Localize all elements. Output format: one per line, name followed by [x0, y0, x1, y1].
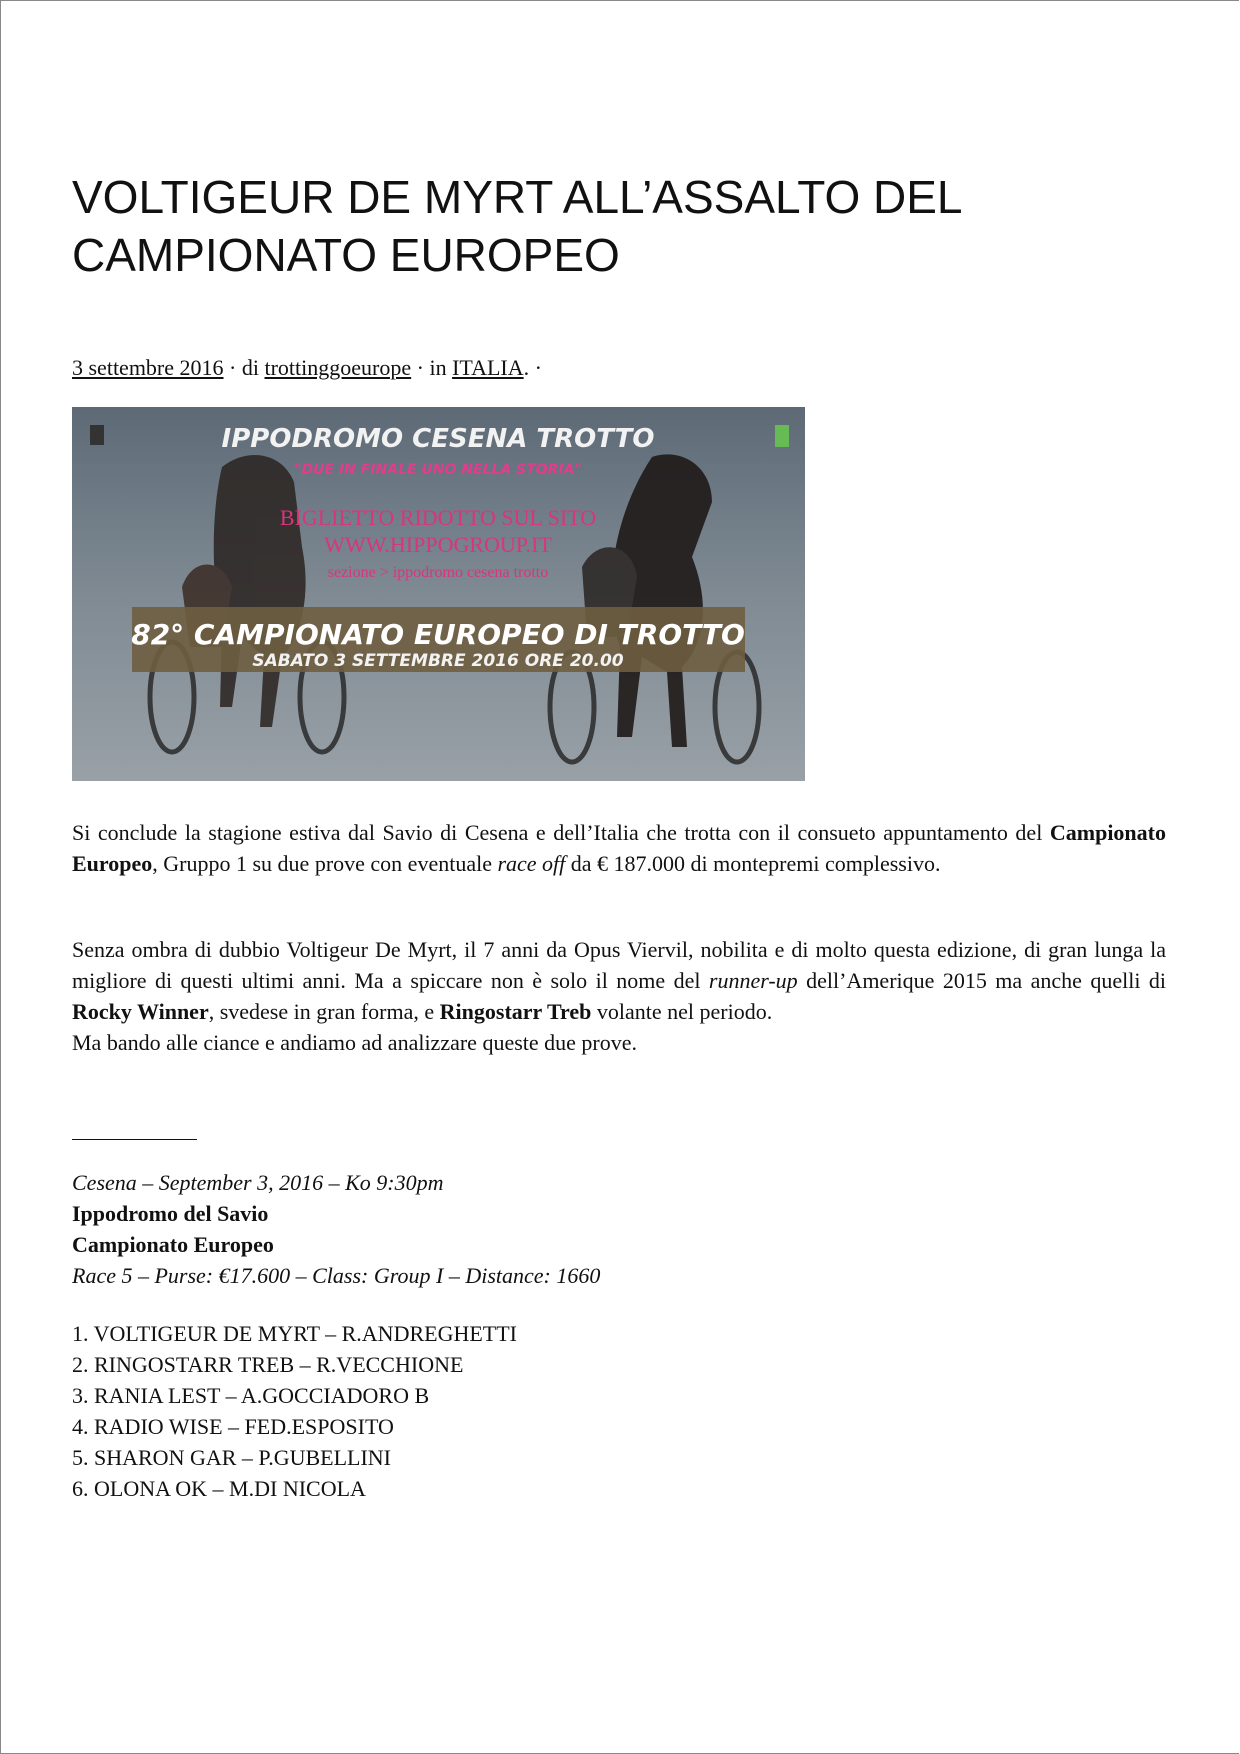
meta-separator: · di: [223, 355, 265, 380]
left-logo-icon: [90, 425, 104, 445]
paragraph-intro: Si conclude la stagione estiva dal Savio di Cesena e dell’Italia che trotta con il consueto appuntamento del Campionato Europeo, Gruppo 1 su due prove con eventuale race off da € 187.000 di montepremi complessivo.: [72, 820, 1166, 876]
hero-line1: IPPODROMO CESENA TROTTO: [221, 424, 655, 454]
hero-line4: WWW.HIPPOGROUP.IT: [324, 532, 552, 557]
result-item: 3. RANIA LEST – A.GOCCIADORO B: [72, 1383, 430, 1408]
race-info: [72, 1167, 600, 1291]
result-item: 4. RADIO WISE – FED.ESPOSITO: [72, 1414, 394, 1439]
right-logo-icon: [775, 425, 789, 447]
result-item: 2. RINGOSTARR TREB – R.VECCHIONE: [72, 1352, 464, 1377]
race-venue: Ippodromo del Savio: [72, 1201, 269, 1226]
result-item: 5. SHARON GAR – P.GUBELLINI: [72, 1445, 392, 1470]
hero-banner-line2: SABATO 3 SETTEMBRE 2016 ORE 20.00: [252, 651, 624, 671]
category-link[interactable]: ITALIA: [452, 355, 524, 380]
meta-separator: . ·: [523, 355, 542, 380]
hero-poster-image: [72, 407, 805, 781]
post-date-link[interactable]: 3 settembre 2016: [72, 355, 224, 380]
result-item: 1. VOLTIGEUR DE MYRT – R.ANDREGHETTI: [72, 1321, 517, 1346]
hero-line3: BIGLIETTO RIDOTTO SUL SITO: [279, 505, 597, 530]
result-item: 6. OLONA OK – M.DI NICOLA: [72, 1476, 366, 1501]
race-details: Race 5 – Purse: €17.600 – Class: Group I – Distance: 1660: [72, 1263, 601, 1288]
race-name: Campionato Europeo: [72, 1232, 274, 1257]
hero-banner-line1: 82° CAMPIONATO EUROPEO DI TROTTO: [131, 618, 745, 651]
results-list: [72, 1318, 517, 1504]
author-link[interactable]: trottinggoeurope: [264, 355, 412, 380]
hero-line2: "DUE IN FINALE UNO NELLA STORIA": [294, 462, 582, 478]
section-divider: [72, 1139, 197, 1140]
meta-separator: · in: [411, 355, 453, 380]
paragraph-contenders: Senza ombra di dubbio Voltigeur De Myrt, il 7 anni da Opus Viervil, nobilita e di molto questa edizione, di gran lunga la migliore di questi ultimi anni. Ma a spiccare non è solo il nome del runner-up dell’Amerique 2015 ma anche quelli di Rocky Winner, svedese in gran forma, e Ringostarr Treb volante nel periodo. Ma bando alle ciance e andiamo ad analizzare queste due prove.: [72, 937, 1166, 1055]
article-title: VOLTIGEUR DE MYRT ALL’ASSALTO DEL CAMPIONATO EUROPEO: [72, 171, 961, 281]
race-header: Cesena – September 3, 2016 – Ko 9:30pm: [72, 1170, 444, 1195]
hero-line5: sezione > ippodromo cesena trotto: [327, 564, 549, 581]
post-meta: [72, 355, 542, 381]
